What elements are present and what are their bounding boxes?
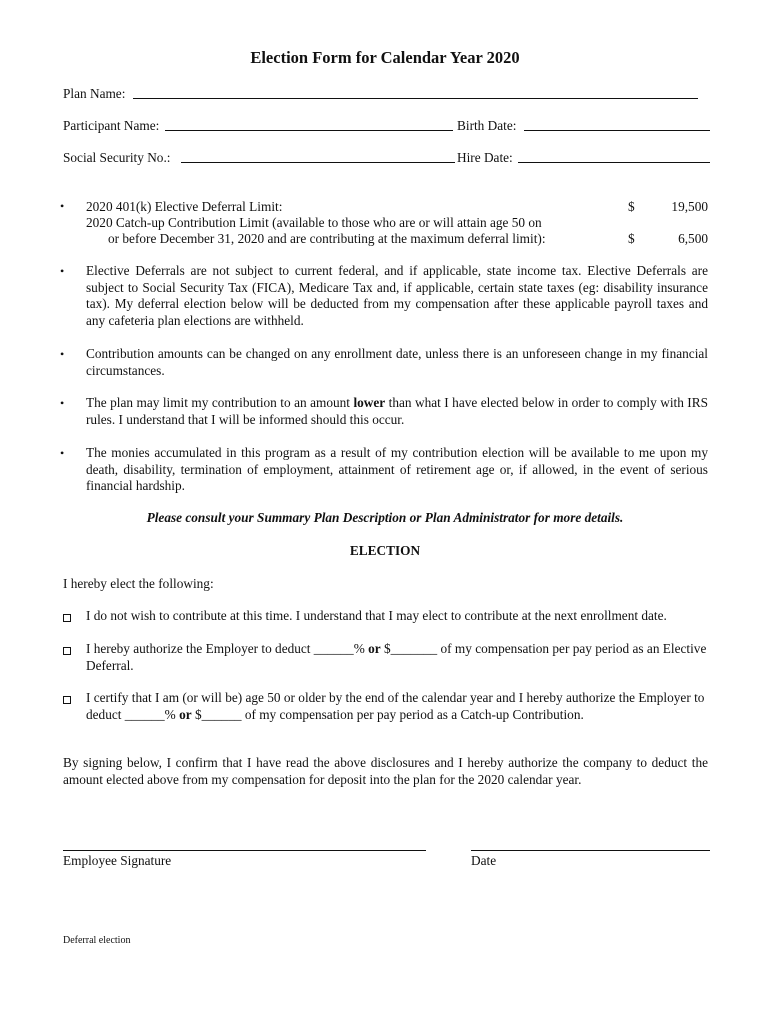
change-disclosure: Contribution amounts can be changed on any enrollment date, unless there is an unforeseen change in my financial circumstances. — [86, 346, 708, 378]
catchup-label — [86, 690, 708, 723]
footer-label: Deferral election — [63, 935, 131, 946]
elective-deferral-checkbox[interactable] — [63, 647, 71, 655]
employee-signature-label: Employee Signature — [63, 853, 172, 868]
limit-disclosure-emphasis: lower — [353, 395, 386, 410]
limit-disclosure — [86, 395, 708, 428]
deferral-limit-currency: $ — [628, 199, 635, 214]
election-heading: ELECTION — [349, 543, 421, 558]
catchup-limit-label: 2020 Catch-up Contribution Limit (available to those who are or will attain age 50 on — [86, 215, 542, 230]
page-title: Election Form for Calendar Year 2020 — [250, 48, 520, 67]
employee-signature-line[interactable] — [63, 850, 426, 851]
catchup-limit-currency: $ — [628, 231, 635, 246]
hire-date-label: Hire Date: — [457, 150, 513, 165]
birth-date-field[interactable] — [524, 130, 710, 131]
bullet-dot: • — [60, 264, 65, 278]
catchup-checkbox[interactable] — [63, 696, 71, 704]
elective-deferral-text-cont: $_______ of my compensation per pay period as an Elective Deferral. — [86, 641, 707, 673]
catchup-limit-label-cont: or before December 31, 2020 and are contributing at the maximum deferral limit): — [108, 231, 546, 246]
deferral-limit-value: 19,500 — [671, 199, 708, 214]
bullet-dot: • — [60, 347, 65, 361]
elective-deferral-text: I hereby authorize the Employer to deduct ______% — [86, 641, 369, 656]
opt-out-checkbox[interactable] — [63, 614, 71, 622]
elective-deferral-label — [86, 641, 708, 674]
ssn-field[interactable] — [181, 162, 455, 163]
election-intro: I hereby elect the following: — [63, 576, 214, 591]
hire-date-field[interactable] — [518, 162, 710, 163]
catchup-text: I certify that I am (or will be) age 50 or older by the end of the calendar year and I hereby authorize the Employer to deduct ______% — [86, 690, 705, 722]
date-label: Date — [471, 853, 497, 868]
plan-name-field[interactable] — [133, 98, 698, 99]
distribution-disclosure: The monies accumulated in this program as a result of my contribution election will be available to me upon my death, disability, termination of employment, attainment of retirement age or, if allowed, in the event of serious financial hardship. — [86, 445, 708, 493]
date-line[interactable] — [471, 850, 710, 851]
limit-disclosure-text-cont: than what I have elected below in order to comply with IRS rules. I understand that I will be informed should this occur. — [86, 395, 708, 427]
bullet-dot: • — [60, 446, 65, 460]
consult-note: Please consult your Summary Plan Description or Plan Administrator for more details. — [146, 510, 624, 525]
elective-deferral-or: or — [368, 641, 381, 656]
bullet-dot: • — [60, 199, 65, 213]
birth-date-label: Birth Date: — [457, 118, 517, 133]
catchup-text-cont: $______ of my compensation per pay period as a Catch-up Contribution. — [191, 706, 584, 722]
bullet-dot: • — [60, 396, 65, 410]
tax-disclosure: Elective Deferrals are not subject to current federal, and if applicable, state income tax. Elective Deferrals are subject to Social Security Tax (FICA), Medicare Tax and, if applicable, certain state taxes (eg: disability insurance tax). My deferral election below will be deducted from my compensation after these applicable payroll taxes and any cafeteria plan elections are withheld. — [86, 263, 708, 328]
catchup-or: or — [179, 706, 192, 722]
ssn-label: Social Security No.: — [63, 150, 171, 165]
participant-name-label: Participant Name: — [63, 118, 160, 133]
opt-out-label: I do not wish to contribute at this time. I understand that I may elect to contribute at the next enrollment date. — [86, 608, 667, 623]
confirmation-text: By signing below, I confirm that I have read the above disclosures and I hereby authorize the company to deduct the amount elected above from my compensation for deposit into the plan for the 2020 calendar year. — [63, 755, 708, 787]
limit-disclosure-text: The plan may limit my contribution to an amount — [86, 395, 354, 410]
deferral-limit-label: 2020 401(k) Elective Deferral Limit: — [86, 199, 283, 214]
catchup-limit-value: 6,500 — [678, 231, 708, 246]
plan-name-label: Plan Name: — [63, 86, 126, 101]
participant-name-field[interactable] — [165, 130, 453, 131]
